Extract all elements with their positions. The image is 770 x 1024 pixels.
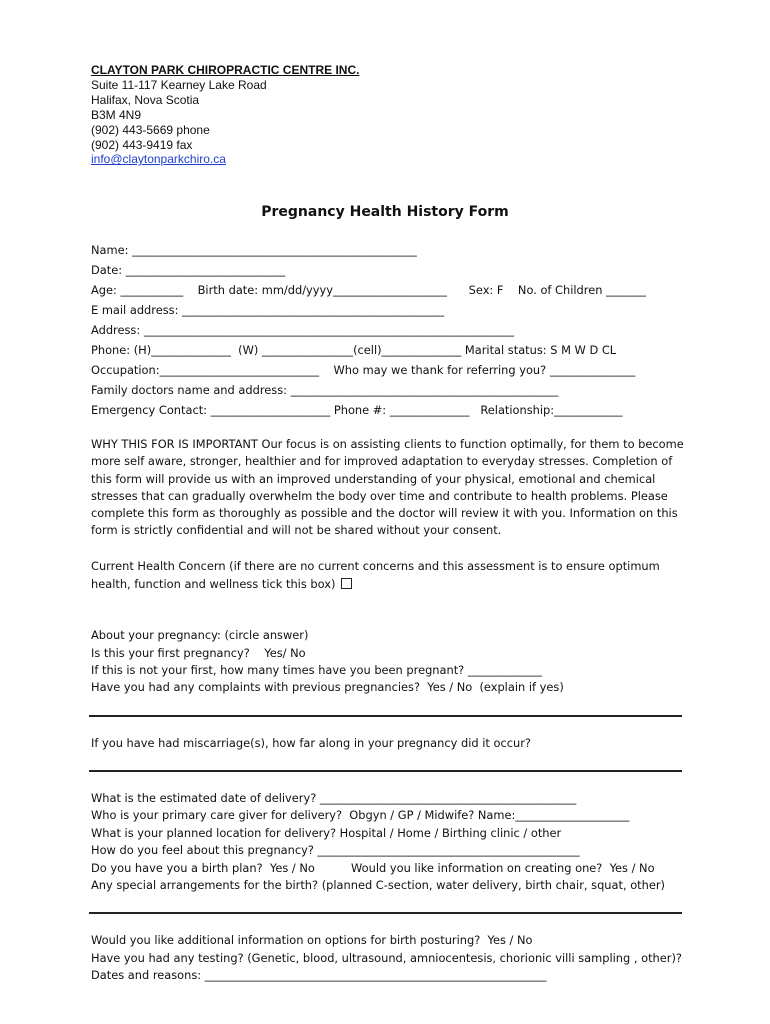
email-field[interactable]: E mail address: ______________________________________________ <box>91 303 445 317</box>
section-divider <box>89 715 682 717</box>
phone-row[interactable]: Phone: (H)______________ (W) ________________(cell)______________ Marital status: S M W D CL <box>91 343 617 357</box>
delivery-location-question[interactable]: What is your planned location for delivery? Hospital / Home / Birthing clinic / other <box>91 826 562 840</box>
first-pregnancy-question[interactable]: Is this your first pregnancy? Yes/ No <box>91 646 306 660</box>
dates-reasons-field[interactable]: Dates and reasons: ____________________________________________________________ <box>91 968 547 982</box>
date-field[interactable]: Date: ____________________________ <box>91 263 286 277</box>
health-concern-label: health, function and wellness tick this box) <box>91 577 336 591</box>
clinic-address-block <box>91 63 359 167</box>
pregnancy-heading: About your pregnancy: (circle answer) <box>91 628 309 642</box>
previous-complaints-question[interactable]: Have you had any complaints with previous pregnancies? Yes / No (explain if yes) <box>91 680 564 694</box>
emergency-contact-row[interactable]: Emergency Contact: _____________________ Phone #: ______________ Relationship:____________ <box>91 403 623 417</box>
family-doctor-field[interactable]: Family doctors name and address: _______________________________________________ <box>91 383 559 397</box>
health-concern-line-2 <box>91 576 352 592</box>
birth-posturing-question[interactable]: Would you like additional information on options for birth posturing? Yes / No <box>91 933 533 947</box>
pregnancy-count-question[interactable]: If this is not your first, how many times have you been pregnant? _____________ <box>91 663 542 677</box>
birth-plan-question[interactable]: Do you have you a birth plan? Yes / No Would you like information on creating one? Yes / No <box>91 861 655 875</box>
testing-question[interactable]: Have you had any testing? (Genetic, blood, ultrasound, amniocentesis, chorionic villi sampling , other)? <box>91 951 682 965</box>
special-arrangements-question[interactable]: Any special arrangements for the birth? (planned C-section, water delivery, birth chair, squat, other) <box>91 878 665 892</box>
care-giver-question[interactable]: Who is your primary care giver for delivery? Obgyn / GP / Midwife? Name:____________________ <box>91 808 630 822</box>
no-concern-checkbox[interactable] <box>341 578 352 589</box>
section-divider <box>89 912 682 914</box>
delivery-date-field[interactable]: What is the estimated date of delivery? _____________________________________________ <box>91 791 577 805</box>
name-field[interactable]: Name: __________________________________________________ <box>91 243 417 257</box>
section-divider <box>89 770 682 772</box>
clinic-street: Suite 11-117 Kearney Lake Road <box>91 77 267 92</box>
pregnancy-feelings-field[interactable]: How do you feel about this pregnancy? ______________________________________________ <box>91 843 580 857</box>
miscarriage-question[interactable]: If you have had miscarriage(s), how far along in your pregnancy did it occur? <box>91 736 531 750</box>
clinic-email-link[interactable]: info@claytonparkchiro.ca <box>91 152 226 167</box>
health-concern-text: Current Health Concern (if there are no current concerns and this assessment is to ensure optimum <box>91 559 660 573</box>
occupation-row[interactable]: Occupation:____________________________ Who may we thank for referring you? _______________ <box>91 363 636 377</box>
clinic-phone: (902) 443-5669 phone <box>91 122 210 137</box>
address-field[interactable]: Address: _________________________________________________________________ <box>91 323 515 337</box>
importance-paragraph: WHY THIS FOR IS IMPORTANT Our focus is on assisting clients to function optimally, for them to become more self aware, stronger, healthier and for improved adaptation to everyday stresses. Completion of this form will provide us with an improved understanding of your physical, emotional and chemical stresses that can gradually overwhelm the body over time and contribute to health problems. Please complete this form as thoroughly as possible and the doctor will review it with you. Information on this form is strictly confidential and will not be shared without your consent. <box>91 437 684 538</box>
form-title: Pregnancy Health History Form <box>261 204 509 220</box>
clinic-city: Halifax, Nova Scotia <box>91 92 200 107</box>
age-birthdate-row[interactable]: Age: ___________ Birth date: mm/dd/yyyy____________________ Sex: F No. of Children _______ <box>91 283 646 297</box>
clinic-name: CLAYTON PARK CHIROPRACTIC CENTRE INC. <box>91 63 360 77</box>
clinic-postal: B3M 4N9 <box>91 107 142 122</box>
clinic-fax: (902) 443-9419 fax <box>91 137 193 152</box>
